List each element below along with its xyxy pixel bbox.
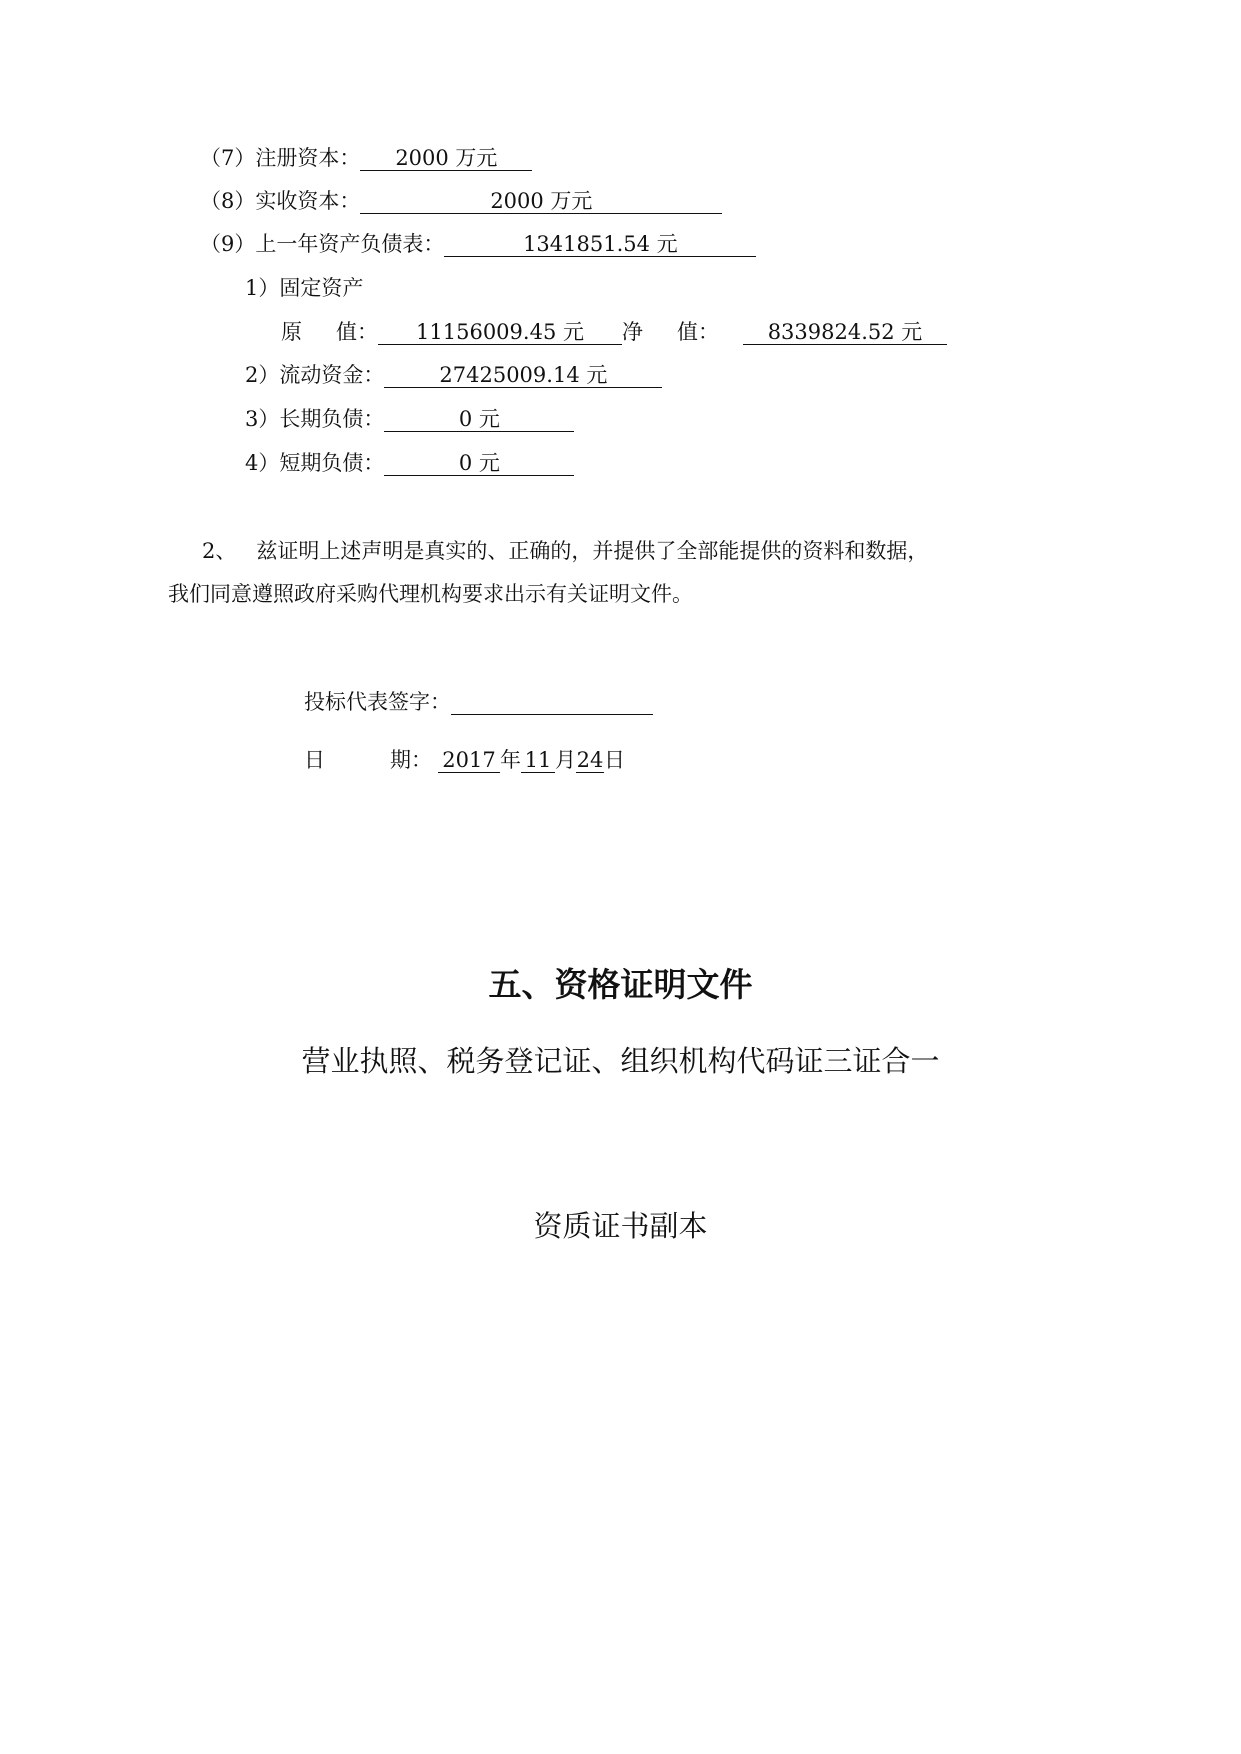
short-term-debt-value: 0 元 bbox=[384, 451, 574, 476]
short-term-debt-label: 4）短期负债： bbox=[245, 451, 385, 475]
section-subtitle-2: 资质证书副本 bbox=[533, 1209, 708, 1243]
original-value: 11156009.45 元 bbox=[378, 320, 622, 345]
balance-sheet-row bbox=[200, 230, 756, 258]
registered-capital-row bbox=[200, 144, 532, 172]
signature-row bbox=[304, 688, 653, 716]
current-funds-row bbox=[245, 361, 662, 389]
section-subtitle: 营业执照、税务登记证、组织机构代码证三证合一 bbox=[301, 1044, 940, 1078]
short-term-debt-row bbox=[245, 449, 574, 477]
date-year-unit: 年 bbox=[500, 748, 521, 772]
paid-in-capital-label: （8）实收资本： bbox=[200, 189, 361, 213]
net-value: 8339824.52 元 bbox=[743, 320, 947, 345]
net-value-label-1: 净 bbox=[622, 320, 643, 344]
long-term-debt-value: 0 元 bbox=[384, 407, 574, 432]
date-label-2: 期： bbox=[390, 748, 432, 772]
section-title: 五、资格证明文件 bbox=[488, 965, 753, 1004]
fixed-assets-values-row bbox=[281, 318, 947, 346]
statement-line-1 bbox=[202, 537, 928, 565]
signature-label: 投标代表签字： bbox=[304, 690, 451, 714]
date-month: 11 bbox=[521, 748, 555, 773]
fixed-assets-label: 1）固定资产 bbox=[245, 276, 364, 300]
original-value-label-1: 原 bbox=[281, 320, 302, 344]
net-value-label-2: 值： bbox=[677, 320, 719, 344]
long-term-debt-row bbox=[245, 405, 574, 433]
registered-capital-label: （7）注册资本： bbox=[200, 146, 361, 170]
balance-sheet-label: （9）上一年资产负债表： bbox=[200, 232, 445, 256]
date-row bbox=[304, 746, 625, 774]
date-day-unit: 日 bbox=[604, 748, 625, 772]
statement-text-2: 我们同意遵照政府采购代理机构要求出示有关证明文件。 bbox=[168, 582, 693, 606]
original-value-label-2: 值： bbox=[336, 320, 378, 344]
date-month-unit: 月 bbox=[555, 748, 576, 772]
fixed-assets-heading bbox=[245, 274, 363, 302]
current-funds-label: 2）流动资金： bbox=[245, 363, 385, 387]
signature-blank bbox=[451, 690, 653, 715]
statement-number: 2、 bbox=[202, 539, 237, 563]
current-funds-value: 27425009.14 元 bbox=[384, 363, 662, 388]
paid-in-capital-row bbox=[200, 187, 722, 215]
long-term-debt-label: 3）长期负债： bbox=[245, 407, 385, 431]
balance-sheet-value: 1341851.54 元 bbox=[444, 232, 756, 257]
statement-text-1: 兹证明上述声明是真实的、正确的，并提供了全部能提供的资料和数据， bbox=[256, 539, 929, 563]
date-year: 2017 bbox=[438, 748, 500, 773]
date-label-1: 日 bbox=[304, 748, 325, 772]
paid-in-capital-value: 2000 万元 bbox=[360, 189, 722, 214]
statement-line-2 bbox=[168, 580, 693, 608]
date-day: 24 bbox=[576, 748, 604, 772]
registered-capital-value: 2000 万元 bbox=[360, 146, 532, 171]
